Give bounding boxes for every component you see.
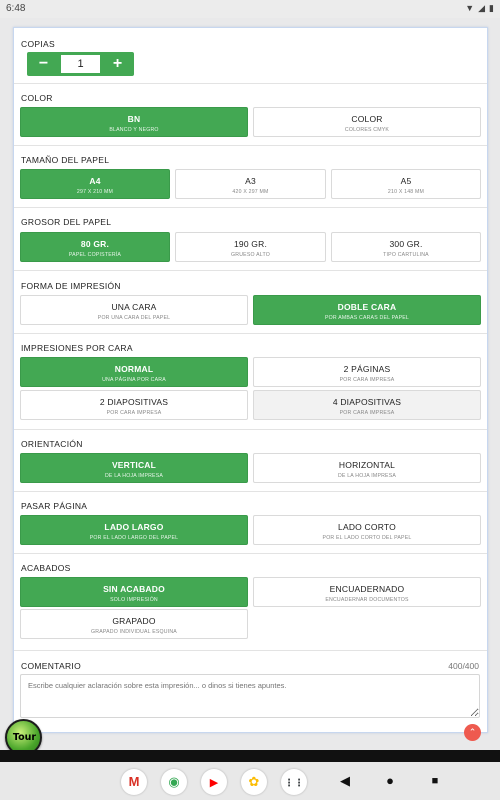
option-label: A4 <box>89 176 101 186</box>
color-option-color[interactable] <box>253 107 481 137</box>
option-label: DOBLE CARA <box>337 302 397 312</box>
paper-weight-option-80[interactable] <box>20 232 170 262</box>
home-icon[interactable]: ● <box>386 773 394 788</box>
finishing-section <box>14 554 487 651</box>
option-label: 4 DIAPOSITIVAS <box>332 397 402 407</box>
option-sublabel: DE LA HOJA IMPRESA <box>104 473 164 479</box>
option-label: HORIZONTAL <box>338 460 396 470</box>
option-label: SIN ACABADO <box>103 584 165 594</box>
comment-textarea[interactable] <box>20 674 480 718</box>
option-sublabel: TIPO CARTULINA <box>383 252 429 258</box>
orientation-title: ORIENTACIÓN <box>21 439 83 449</box>
option-sublabel: UNA PÁGINA POR CARA <box>102 377 166 383</box>
gmail-icon[interactable]: M <box>121 769 147 795</box>
option-label: NORMAL <box>114 364 154 374</box>
color-title: COLOR <box>21 93 53 103</box>
option-sublabel: POR CARA IMPRESA <box>339 410 395 416</box>
orientation-option-vertical[interactable] <box>20 453 248 483</box>
per-side-option-2-pages[interactable] <box>253 357 481 387</box>
option-label: COLOR <box>351 114 383 124</box>
navigation-bar <box>0 762 500 800</box>
copies-input[interactable]: 1 <box>60 54 101 74</box>
orientation-section <box>14 430 487 492</box>
page-turn-option-long[interactable] <box>20 515 248 545</box>
option-label: LADO CORTO <box>338 522 396 532</box>
paper-size-option-a4[interactable] <box>20 169 170 199</box>
tour-label: Tour <box>12 732 37 743</box>
page-turn-section <box>14 492 487 554</box>
option-label: BN <box>127 114 141 124</box>
option-label: 2 PÁGINAS <box>343 364 391 374</box>
option-label: 2 DIAPOSITIVAS <box>99 397 169 407</box>
option-sublabel: POR EL LADO LARGO DEL PAPEL <box>89 535 179 541</box>
finishing-option-stapling[interactable] <box>20 609 248 639</box>
paper-weight-title: GROSOR DEL PAPEL <box>21 217 112 227</box>
option-label: 190 GR. <box>233 239 268 249</box>
app-drawer-icon[interactable]: ⋮⋮ <box>281 769 307 795</box>
option-label: ENCUADERNADO <box>329 584 405 594</box>
app-bottom-edge <box>0 750 500 762</box>
option-sublabel: POR AMBAS CARAS DEL PAPEL <box>325 315 409 321</box>
option-label: A5 <box>400 176 412 186</box>
option-label: UNA CARA <box>111 302 157 312</box>
option-sublabel: ENCUADERNAR DOCUMENTOS <box>325 597 409 603</box>
chrome-icon[interactable]: ◉ <box>161 769 187 795</box>
per-side-section <box>14 334 487 430</box>
status-bar <box>0 0 500 18</box>
color-option-bn[interactable] <box>20 107 248 137</box>
per-side-option-4-slides[interactable] <box>253 390 481 420</box>
copies-title: COPIAS <box>21 39 55 49</box>
print-options-card <box>13 27 488 733</box>
per-side-option-2-slides[interactable] <box>20 390 248 420</box>
status-time: 6:48 <box>6 3 26 14</box>
option-label: 80 GR. <box>80 239 110 249</box>
increment-button[interactable]: + <box>112 55 123 72</box>
paper-weight-section <box>14 208 487 271</box>
battery-icon: ▮ <box>489 3 494 13</box>
option-sublabel: DE LA HOJA IMPRESA <box>337 473 397 479</box>
paper-weight-option-190[interactable] <box>175 232 326 262</box>
per-side-option-normal[interactable] <box>20 357 248 387</box>
option-sublabel: COLORES CMYK <box>344 127 390 133</box>
paper-size-section <box>14 146 487 208</box>
option-sublabel: POR UNA CARA DEL PAPEL <box>97 315 171 321</box>
option-sublabel: GRAPADO INDIVIDUAL ESQUINA <box>91 629 177 635</box>
character-counter: 400/400 <box>448 661 479 671</box>
print-form-option-single[interactable] <box>20 295 248 325</box>
wifi-icon: ▼ <box>465 3 475 13</box>
option-sublabel: POR CARA IMPRESA <box>339 377 395 383</box>
option-sublabel: POR CARA IMPRESA <box>106 410 162 416</box>
finishing-option-binding[interactable] <box>253 577 481 607</box>
finishing-title: ACABADOS <box>21 563 71 573</box>
orientation-option-horizontal[interactable] <box>253 453 481 483</box>
option-sublabel: POR EL LADO CORTO DEL PAPEL <box>322 535 412 541</box>
recents-icon[interactable]: ■ <box>431 775 439 787</box>
print-form-option-double[interactable] <box>253 295 481 325</box>
paper-size-option-a3[interactable] <box>175 169 326 199</box>
per-side-title: IMPRESIONES POR CARA <box>21 343 133 353</box>
color-section <box>14 84 487 146</box>
status-icons <box>465 3 494 13</box>
option-label: GRAPADO <box>112 616 156 626</box>
youtube-icon[interactable]: ▶ <box>201 769 227 795</box>
comment-section <box>14 651 487 733</box>
option-sublabel: BLANCO Y NEGRO <box>109 127 159 133</box>
signal-icon: ◢ <box>478 3 486 13</box>
option-sublabel: 420 X 297 MM <box>232 189 269 195</box>
option-label: 300 GR. <box>389 239 423 249</box>
scroll-top-button[interactable] <box>464 724 481 741</box>
option-label: A3 <box>245 176 256 186</box>
option-label: LADO LARGO <box>104 522 164 532</box>
chevron-up-icon: ⌃ <box>468 727 477 737</box>
print-form-section <box>14 271 487 334</box>
paper-weight-option-300[interactable] <box>331 232 481 262</box>
option-sublabel: SOLO IMPRESIÓN <box>110 597 158 603</box>
page-turn-title: PASAR PÁGINA <box>21 501 88 511</box>
finishing-option-none[interactable] <box>20 577 248 607</box>
option-sublabel: 297 X 210 MM <box>76 189 114 195</box>
back-icon[interactable]: ◀ <box>340 773 350 788</box>
photos-icon[interactable]: ✿ <box>241 769 267 795</box>
option-sublabel: PAPEL COPISTERÍA <box>68 252 122 258</box>
decrement-button[interactable]: − <box>38 55 49 72</box>
paper-size-title: TAMAÑO DEL PAPEL <box>21 155 110 165</box>
print-form-title: FORMA DE IMPRESIÓN <box>21 281 121 291</box>
option-label: VERTICAL <box>111 460 157 470</box>
page-turn-option-short[interactable] <box>253 515 481 545</box>
paper-size-option-a5[interactable] <box>331 169 481 199</box>
copies-section <box>14 28 487 84</box>
option-sublabel: GRUESO ALTO <box>231 252 270 258</box>
option-sublabel: 210 X 148 MM <box>387 189 425 195</box>
copies-stepper <box>27 52 134 76</box>
comment-title: COMENTARIO <box>21 661 81 671</box>
